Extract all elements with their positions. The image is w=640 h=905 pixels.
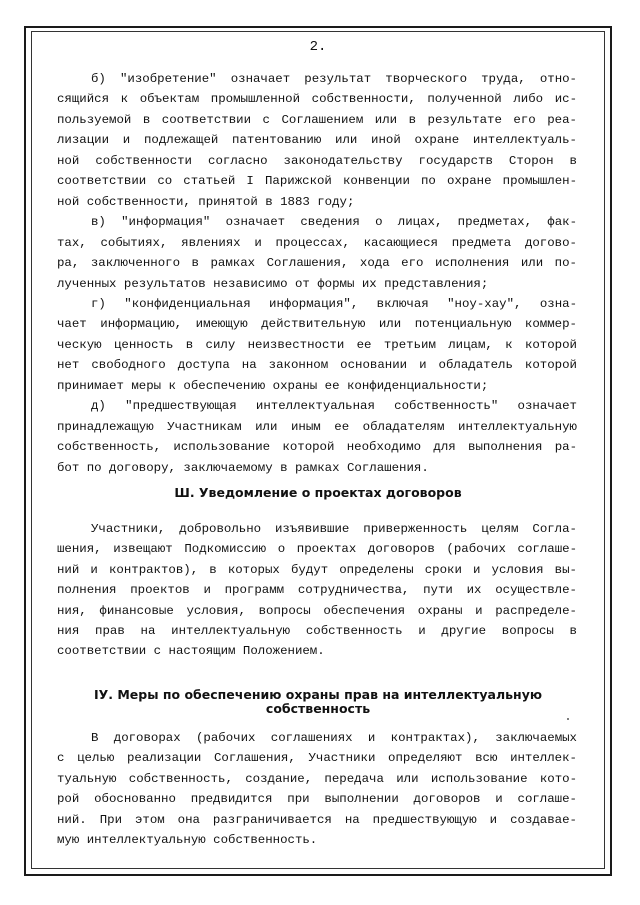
text-line: чает информацию, имеющую действительную или потенциальную коммер-	[57, 317, 577, 332]
section-4-heading-line-2: собственность	[265, 701, 371, 716]
text-line: рой обоснованно предвидится при выполнении договоров и соглаше-	[57, 792, 577, 807]
text-line: ния, финансовые условия, вопросы обеспечения охраны и распределе-	[57, 603, 577, 618]
text-line: В договорах (рабочих соглашениях и контрактах), заключаемых	[91, 731, 577, 745]
text-line: пользуемой в соответствии с Соглашением или в результате его реа-	[57, 112, 577, 127]
text-line: принимает меры к обеспечению охраны ее конфиденциальности;	[57, 378, 489, 393]
text-line: туальную собственность, создание, передача или использование кото-	[57, 771, 577, 786]
text-line: ра, заключенного в рамках Соглашения, хода его исполнения или по-	[57, 256, 577, 271]
page-number: 2.	[309, 39, 327, 55]
text-line: г) "конфиденциальная информация", включая "ноу-хау", озна-	[91, 296, 577, 311]
text-line: лизации и подлежащей патентованию или иной охране интеллектуаль-	[57, 133, 577, 148]
text-line: бот по договору, заключаемому в рамках Соглашения.	[57, 460, 429, 475]
text-line: ной собственности согласно законодательству государств Сторон в	[57, 153, 577, 168]
text-line: принадлежащую Участникам или иным ее обладателям интеллектуальную	[57, 419, 577, 434]
text-line: соответствии с настоящим Положением.	[57, 644, 325, 659]
text-line: д) "предшествующая интеллектуальная собственность" означает	[91, 399, 577, 414]
text-line: в) "информация" означает сведения о лицах, предметах, фак-	[91, 215, 577, 230]
text-line: мую интеллектуальную собственность.	[57, 833, 318, 847]
document-page	[31, 31, 605, 869]
text-line: б) "изобретение" означает результат творческого труда, отно-	[91, 72, 577, 86]
text-line: соответствии со статьей I Парижской конвенции по охране промышлен-	[57, 174, 577, 189]
text-line: полнения проектов и программ сотрудничества, пути их осуществле-	[57, 583, 577, 598]
text-line: ния прав на интеллектуальную собственность и другие вопросы в	[57, 624, 577, 638]
text-line: собственность, использование которой необходимо для выполнения ра-	[57, 440, 577, 455]
scan-speck	[567, 718, 569, 720]
text-line: тах, событиях, явлениях и процессах, касающиеся предмета догово-	[57, 235, 577, 250]
text-line: сящийся к объектам промышленной собственности, полученной либо ис-	[57, 92, 577, 107]
text-line: ний. При этом она разграничивается на предшествующую и создавае-	[57, 812, 577, 827]
text-line: нет свободного доступа на законном основании и обладатель которой	[57, 358, 577, 373]
section-4-heading-line-1: IУ. Меры по обеспечению охраны прав на интеллектуальную	[93, 687, 542, 702]
text-line: ний и контрактов), в которых будут определены сроки и условия вы-	[57, 562, 577, 577]
text-line: Участники, добровольно изъявившие приверженность целям Согла-	[91, 522, 577, 536]
text-line: лученных результатов независимо от формы их представления;	[57, 276, 489, 291]
text-line: ческую ценность в силу неизвестности ее третьим лицам, к которой	[57, 337, 577, 352]
text-line: с целью реализации Соглашения, Участники определяют всю интеллек-	[57, 751, 577, 766]
text-line: ной собственности, принятой в 1883 году;	[57, 194, 355, 209]
section-3-heading: Ш. Уведомление о проектах договоров	[174, 485, 462, 500]
text-line: шения, извещают Подкомиссию о проектах договоров (рабочих соглаше-	[57, 542, 577, 557]
